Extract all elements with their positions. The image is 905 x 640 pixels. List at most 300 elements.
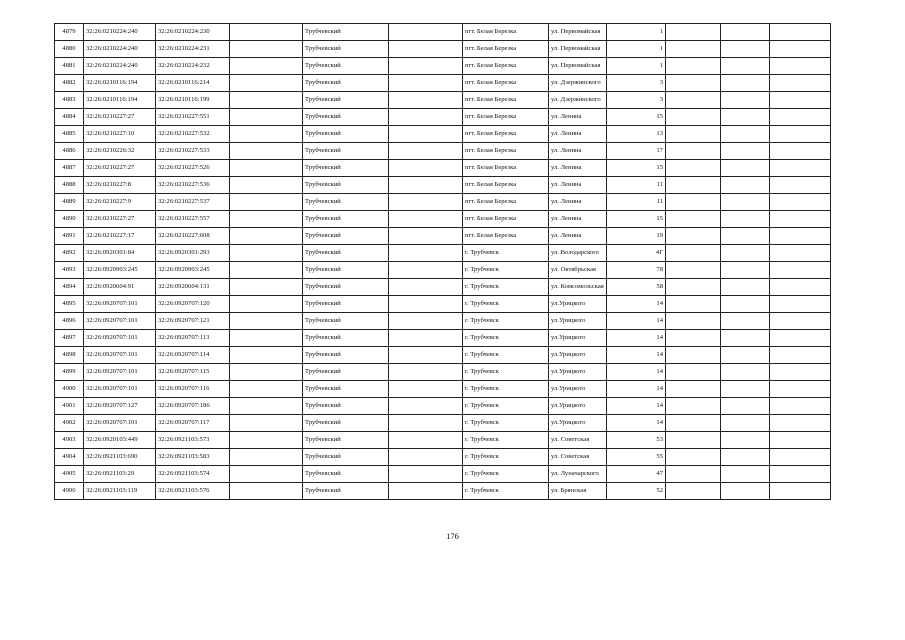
empty-cell <box>389 296 463 313</box>
empty-cell <box>389 432 463 449</box>
empty-cell <box>770 24 831 41</box>
parcel-cadastral-number-cell: 32:26:0210224:240 <box>84 24 156 41</box>
building-number-cell: 19 <box>607 228 666 245</box>
district-cell: Трубчевский <box>303 143 389 160</box>
empty-cell <box>721 92 770 109</box>
empty-cell <box>389 262 463 279</box>
object-cadastral-number-cell: 32:26:0920604:131 <box>156 279 230 296</box>
street-cell: ул. Ленина <box>549 160 607 177</box>
street-cell: ул. Ленина <box>549 228 607 245</box>
locality-cell: г. Трубчевск <box>463 313 549 330</box>
building-number-cell: 47 <box>607 466 666 483</box>
building-number-cell: 14 <box>607 364 666 381</box>
empty-cell <box>770 466 831 483</box>
object-cadastral-number-cell: 32:26:0920707:120 <box>156 296 230 313</box>
empty-cell <box>666 228 721 245</box>
table-row <box>55 364 831 381</box>
object-cadastral-number-cell: 32:26:0920707:121 <box>156 313 230 330</box>
empty-cell <box>721 483 770 500</box>
empty-cell <box>770 177 831 194</box>
table-row <box>55 466 831 483</box>
empty-cell <box>721 466 770 483</box>
district-cell: Трубчевский <box>303 330 389 347</box>
building-number-cell: 15 <box>607 211 666 228</box>
parcel-cadastral-number-cell: 32:26:0210224:240 <box>84 41 156 58</box>
parcel-cadastral-number-cell: 32:26:0920604:91 <box>84 279 156 296</box>
object-cadastral-number-cell: 32:26:0210116:199 <box>156 92 230 109</box>
object-cadastral-number-cell: 32:26:0920707:186 <box>156 398 230 415</box>
district-cell: Трубчевский <box>303 381 389 398</box>
object-cadastral-number-cell: 32:26:0921103:574 <box>156 466 230 483</box>
empty-cell <box>389 194 463 211</box>
register-sheet <box>54 23 831 500</box>
empty-cell <box>230 126 303 143</box>
empty-cell <box>770 228 831 245</box>
street-cell: ул. Володарского <box>549 245 607 262</box>
district-cell: Трубчевский <box>303 41 389 58</box>
building-number-cell: 1 <box>607 58 666 75</box>
object-cadastral-number-cell: 32:26:0210227:551 <box>156 109 230 126</box>
empty-cell <box>230 92 303 109</box>
empty-cell <box>389 92 463 109</box>
table-row <box>55 483 831 500</box>
district-cell: Трубчевский <box>303 313 389 330</box>
empty-cell <box>389 398 463 415</box>
table-row <box>55 330 831 347</box>
empty-cell <box>721 41 770 58</box>
empty-cell <box>666 109 721 126</box>
empty-cell <box>666 432 721 449</box>
row-number-cell: 4885 <box>55 126 84 143</box>
empty-cell <box>389 160 463 177</box>
row-number-cell: 4880 <box>55 41 84 58</box>
empty-cell <box>721 296 770 313</box>
street-cell: ул.Урицкого <box>549 330 607 347</box>
table-row <box>55 279 831 296</box>
empty-cell <box>721 364 770 381</box>
empty-cell <box>666 75 721 92</box>
parcel-cadastral-number-cell: 32:26:0920301:84 <box>84 245 156 262</box>
empty-cell <box>389 177 463 194</box>
empty-cell <box>666 313 721 330</box>
district-cell: Трубчевский <box>303 415 389 432</box>
street-cell: ул.Урицкого <box>549 296 607 313</box>
parcel-cadastral-number-cell: 32:26:0921103:690 <box>84 449 156 466</box>
empty-cell <box>389 211 463 228</box>
building-number-cell: 14 <box>607 398 666 415</box>
empty-cell <box>721 245 770 262</box>
parcel-cadastral-number-cell: 32:26:0210227:10 <box>84 126 156 143</box>
district-cell: Трубчевский <box>303 262 389 279</box>
empty-cell <box>389 41 463 58</box>
empty-cell <box>230 466 303 483</box>
empty-cell <box>721 398 770 415</box>
empty-cell <box>230 330 303 347</box>
district-cell: Трубчевский <box>303 347 389 364</box>
object-cadastral-number-cell: 32:26:0210227:536 <box>156 177 230 194</box>
empty-cell <box>666 41 721 58</box>
row-number-cell: 4897 <box>55 330 84 347</box>
empty-cell <box>230 347 303 364</box>
empty-cell <box>770 483 831 500</box>
street-cell: ул. Комсомольская <box>549 279 607 296</box>
district-cell: Трубчевский <box>303 245 389 262</box>
empty-cell <box>666 381 721 398</box>
empty-cell <box>721 126 770 143</box>
street-cell: ул. Ленина <box>549 177 607 194</box>
empty-cell <box>666 415 721 432</box>
parcel-cadastral-number-cell: 32:26:0920707:101 <box>84 347 156 364</box>
empty-cell <box>230 415 303 432</box>
street-cell: ул. Ленина <box>549 143 607 160</box>
empty-cell <box>770 92 831 109</box>
empty-cell <box>770 381 831 398</box>
object-cadastral-number-cell: 32:26:0210227:608 <box>156 228 230 245</box>
object-cadastral-number-cell: 32:26:0920707:116 <box>156 381 230 398</box>
object-cadastral-number-cell: 32:26:0210224:232 <box>156 58 230 75</box>
street-cell: ул. Советская <box>549 449 607 466</box>
table-row <box>55 296 831 313</box>
empty-cell <box>770 109 831 126</box>
table-row <box>55 228 831 245</box>
empty-cell <box>230 483 303 500</box>
object-cadastral-number-cell: 32:26:0210227:526 <box>156 160 230 177</box>
district-cell: Трубчевский <box>303 211 389 228</box>
district-cell: Трубчевский <box>303 177 389 194</box>
locality-cell: г. Трубчевск <box>463 432 549 449</box>
empty-cell <box>389 143 463 160</box>
locality-cell: пгт. Белая Березка <box>463 143 549 160</box>
locality-cell: г. Трубчевск <box>463 262 549 279</box>
parcel-cadastral-number-cell: 32:26:0920707:127 <box>84 398 156 415</box>
empty-cell <box>389 24 463 41</box>
empty-cell <box>666 177 721 194</box>
table-row <box>55 109 831 126</box>
empty-cell <box>230 262 303 279</box>
empty-cell <box>230 143 303 160</box>
parcel-cadastral-number-cell: 32:26:0920903:245 <box>84 262 156 279</box>
building-number-cell: 15 <box>607 109 666 126</box>
street-cell: ул.Урицкого <box>549 364 607 381</box>
locality-cell: г. Трубчевск <box>463 466 549 483</box>
building-number-cell: 14 <box>607 347 666 364</box>
row-number-cell: 4901 <box>55 398 84 415</box>
table-row <box>55 75 831 92</box>
street-cell: ул.Урицкого <box>549 381 607 398</box>
building-number-cell: 11 <box>607 194 666 211</box>
row-number-cell: 4902 <box>55 415 84 432</box>
street-cell: ул. Первомайская <box>549 58 607 75</box>
address-register-table <box>54 23 831 500</box>
empty-cell <box>230 24 303 41</box>
table-row <box>55 41 831 58</box>
locality-cell: г. Трубчевск <box>463 381 549 398</box>
locality-cell: пгт. Белая Березка <box>463 177 549 194</box>
empty-cell <box>770 262 831 279</box>
row-number-cell: 4894 <box>55 279 84 296</box>
parcel-cadastral-number-cell: 32:26:0920707:101 <box>84 364 156 381</box>
row-number-cell: 4886 <box>55 143 84 160</box>
empty-cell <box>721 381 770 398</box>
empty-cell <box>666 24 721 41</box>
district-cell: Трубчевский <box>303 194 389 211</box>
locality-cell: пгт. Белая Березка <box>463 92 549 109</box>
empty-cell <box>770 143 831 160</box>
empty-cell <box>666 347 721 364</box>
parcel-cadastral-number-cell: 32:26:0210227:17 <box>84 228 156 245</box>
building-number-cell: 3 <box>607 75 666 92</box>
empty-cell <box>666 330 721 347</box>
empty-cell <box>230 194 303 211</box>
empty-cell <box>721 432 770 449</box>
table-row <box>55 313 831 330</box>
parcel-cadastral-number-cell: 32:26:0210116:194 <box>84 75 156 92</box>
empty-cell <box>230 279 303 296</box>
row-number-cell: 4895 <box>55 296 84 313</box>
empty-cell <box>389 381 463 398</box>
empty-cell <box>666 398 721 415</box>
empty-cell <box>666 92 721 109</box>
parcel-cadastral-number-cell: 32:26:0210227:27 <box>84 109 156 126</box>
street-cell: ул.Урицкого <box>549 313 607 330</box>
row-number-cell: 4896 <box>55 313 84 330</box>
empty-cell <box>770 347 831 364</box>
row-number-cell: 4893 <box>55 262 84 279</box>
empty-cell <box>721 330 770 347</box>
object-cadastral-number-cell: 32:26:0921103:583 <box>156 449 230 466</box>
table-row <box>55 262 831 279</box>
empty-cell <box>389 466 463 483</box>
building-number-cell: 11 <box>607 177 666 194</box>
empty-cell <box>666 143 721 160</box>
table-row <box>55 126 831 143</box>
empty-cell <box>389 228 463 245</box>
empty-cell <box>770 449 831 466</box>
locality-cell: г. Трубчевск <box>463 330 549 347</box>
object-cadastral-number-cell: 32:26:0921103:573 <box>156 432 230 449</box>
district-cell: Трубчевский <box>303 228 389 245</box>
object-cadastral-number-cell: 32:26:0920903:245 <box>156 262 230 279</box>
empty-cell <box>230 41 303 58</box>
object-cadastral-number-cell: 32:26:0210224:230 <box>156 24 230 41</box>
empty-cell <box>666 296 721 313</box>
object-cadastral-number-cell: 32:26:0210227:557 <box>156 211 230 228</box>
empty-cell <box>666 160 721 177</box>
building-number-cell: 1 <box>607 41 666 58</box>
empty-cell <box>770 245 831 262</box>
building-number-cell: 14 <box>607 313 666 330</box>
empty-cell <box>230 245 303 262</box>
district-cell: Трубчевский <box>303 398 389 415</box>
street-cell: ул. Советская <box>549 432 607 449</box>
building-number-cell: 1 <box>607 24 666 41</box>
empty-cell <box>770 364 831 381</box>
table-body <box>55 24 831 500</box>
empty-cell <box>770 75 831 92</box>
row-number-cell: 4884 <box>55 109 84 126</box>
empty-cell <box>770 415 831 432</box>
empty-cell <box>666 211 721 228</box>
object-cadastral-number-cell: 32:26:0920301:293 <box>156 245 230 262</box>
empty-cell <box>230 398 303 415</box>
street-cell: ул. Ленина <box>549 109 607 126</box>
locality-cell: г. Трубчевск <box>463 398 549 415</box>
locality-cell: г. Трубчевск <box>463 449 549 466</box>
street-cell: ул.Урицкого <box>549 415 607 432</box>
object-cadastral-number-cell: 32:26:0920707:114 <box>156 347 230 364</box>
parcel-cadastral-number-cell: 32:26:0921103:119 <box>84 483 156 500</box>
object-cadastral-number-cell: 32:26:0210224:231 <box>156 41 230 58</box>
parcel-cadastral-number-cell: 32:26:0210227:27 <box>84 211 156 228</box>
locality-cell: пгт. Белая Березка <box>463 58 549 75</box>
street-cell: ул. Брянская <box>549 483 607 500</box>
locality-cell: г. Трубчевск <box>463 296 549 313</box>
empty-cell <box>666 58 721 75</box>
locality-cell: пгт. Белая Березка <box>463 41 549 58</box>
locality-cell: пгт. Белая Березка <box>463 228 549 245</box>
table-row <box>55 432 831 449</box>
parcel-cadastral-number-cell: 32:26:0210227:8 <box>84 177 156 194</box>
empty-cell <box>721 58 770 75</box>
table-row <box>55 347 831 364</box>
empty-cell <box>389 58 463 75</box>
district-cell: Трубчевский <box>303 432 389 449</box>
empty-cell <box>770 211 831 228</box>
building-number-cell: 13 <box>607 126 666 143</box>
table-row <box>55 24 831 41</box>
parcel-cadastral-number-cell: 32:26:0921103:29 <box>84 466 156 483</box>
empty-cell <box>389 347 463 364</box>
table-row <box>55 92 831 109</box>
object-cadastral-number-cell: 32:26:0210116:214 <box>156 75 230 92</box>
empty-cell <box>770 398 831 415</box>
locality-cell: пгт. Белая Березка <box>463 109 549 126</box>
locality-cell: г. Трубчевск <box>463 245 549 262</box>
building-number-cell: 3 <box>607 92 666 109</box>
locality-cell: г. Трубчевск <box>463 364 549 381</box>
street-cell: ул. Первомайская <box>549 41 607 58</box>
parcel-cadastral-number-cell: 32:26:0920707:101 <box>84 296 156 313</box>
street-cell: ул.Урицкого <box>549 398 607 415</box>
empty-cell <box>230 177 303 194</box>
locality-cell: пгт. Белая Березка <box>463 160 549 177</box>
row-number-cell: 4904 <box>55 449 84 466</box>
empty-cell <box>721 228 770 245</box>
district-cell: Трубчевский <box>303 364 389 381</box>
empty-cell <box>721 415 770 432</box>
empty-cell <box>770 126 831 143</box>
object-cadastral-number-cell: 32:26:0921103:576 <box>156 483 230 500</box>
empty-cell <box>230 449 303 466</box>
parcel-cadastral-number-cell: 32:26:0920103:449 <box>84 432 156 449</box>
row-number-cell: 4898 <box>55 347 84 364</box>
table-row <box>55 58 831 75</box>
table-row <box>55 449 831 466</box>
district-cell: Трубчевский <box>303 126 389 143</box>
empty-cell <box>721 160 770 177</box>
building-number-cell: 14 <box>607 415 666 432</box>
empty-cell <box>389 483 463 500</box>
empty-cell <box>389 126 463 143</box>
empty-cell <box>721 347 770 364</box>
empty-cell <box>389 279 463 296</box>
building-number-cell: 15 <box>607 160 666 177</box>
district-cell: Трубчевский <box>303 160 389 177</box>
table-row <box>55 398 831 415</box>
empty-cell <box>721 313 770 330</box>
empty-cell <box>721 211 770 228</box>
row-number-cell: 4906 <box>55 483 84 500</box>
street-cell: ул. Первомайская <box>549 24 607 41</box>
building-number-cell: 14 <box>607 296 666 313</box>
row-number-cell: 4905 <box>55 466 84 483</box>
row-number-cell: 4887 <box>55 160 84 177</box>
street-cell: ул. Дзержинского <box>549 92 607 109</box>
object-cadastral-number-cell: 32:26:0210227:532 <box>156 126 230 143</box>
empty-cell <box>230 58 303 75</box>
street-cell: ул.Урицкого <box>549 347 607 364</box>
parcel-cadastral-number-cell: 32:26:0210227:27 <box>84 160 156 177</box>
building-number-cell: 17 <box>607 143 666 160</box>
parcel-cadastral-number-cell: 32:26:0210226:32 <box>84 143 156 160</box>
locality-cell: пгт. Белая Березка <box>463 211 549 228</box>
empty-cell <box>666 126 721 143</box>
empty-cell <box>770 330 831 347</box>
empty-cell <box>666 262 721 279</box>
parcel-cadastral-number-cell: 32:26:0920707:101 <box>84 313 156 330</box>
row-number-cell: 4889 <box>55 194 84 211</box>
parcel-cadastral-number-cell: 32:26:0210116:194 <box>84 92 156 109</box>
table-row <box>55 381 831 398</box>
locality-cell: пгт. Белая Березка <box>463 24 549 41</box>
locality-cell: г. Трубчевск <box>463 347 549 364</box>
locality-cell: г. Трубчевск <box>463 415 549 432</box>
page-number: 176 <box>446 531 459 541</box>
empty-cell <box>389 313 463 330</box>
empty-cell <box>230 109 303 126</box>
locality-cell: пгт. Белая Березка <box>463 126 549 143</box>
row-number-cell: 4882 <box>55 75 84 92</box>
table-row <box>55 194 831 211</box>
empty-cell <box>721 109 770 126</box>
parcel-cadastral-number-cell: 32:26:0210227:9 <box>84 194 156 211</box>
row-number-cell: 4883 <box>55 92 84 109</box>
empty-cell <box>230 313 303 330</box>
empty-cell <box>770 279 831 296</box>
empty-cell <box>230 228 303 245</box>
empty-cell <box>389 109 463 126</box>
object-cadastral-number-cell: 32:26:0920707:117 <box>156 415 230 432</box>
building-number-cell: 53 <box>607 432 666 449</box>
empty-cell <box>770 194 831 211</box>
empty-cell <box>721 75 770 92</box>
empty-cell <box>721 262 770 279</box>
row-number-cell: 4900 <box>55 381 84 398</box>
empty-cell <box>230 381 303 398</box>
empty-cell <box>666 466 721 483</box>
empty-cell <box>666 245 721 262</box>
building-number-cell: 52 <box>607 483 666 500</box>
street-cell: ул. Ленина <box>549 211 607 228</box>
empty-cell <box>666 364 721 381</box>
empty-cell <box>389 449 463 466</box>
empty-cell <box>721 24 770 41</box>
empty-cell <box>770 313 831 330</box>
locality-cell: г. Трубчевск <box>463 483 549 500</box>
empty-cell <box>389 245 463 262</box>
locality-cell: пгт. Белая Березка <box>463 194 549 211</box>
empty-cell <box>230 75 303 92</box>
